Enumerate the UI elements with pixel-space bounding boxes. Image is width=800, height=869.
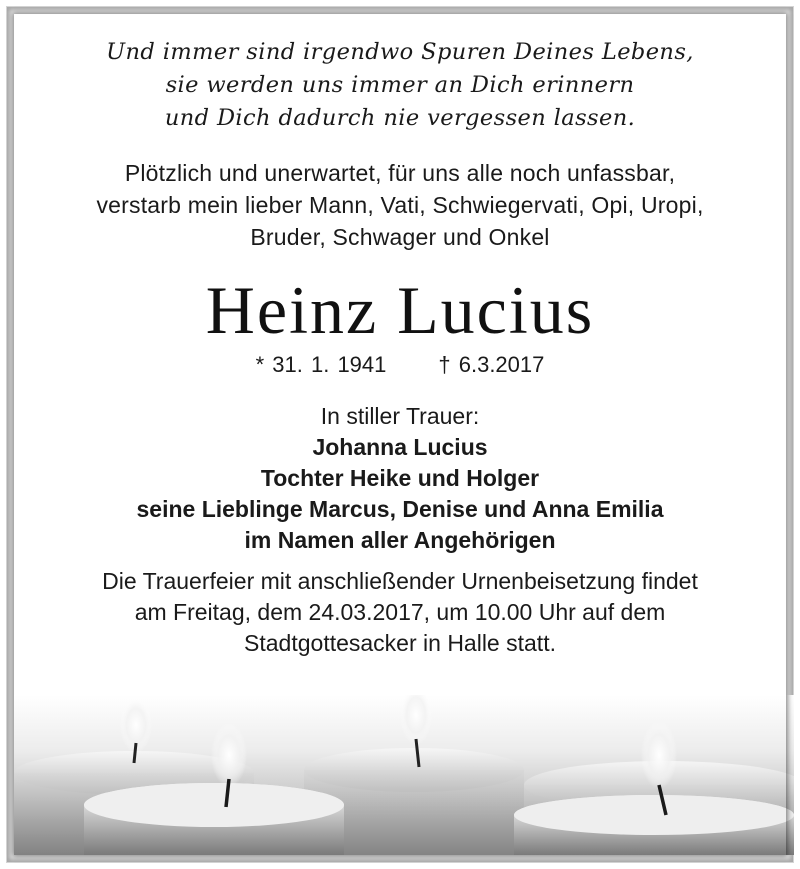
service-line: Die Trauerfeier mit anschließender Urnenbeisetzung findet <box>102 568 698 594</box>
birth-date: * 31. 1. 1941 <box>255 352 387 377</box>
mourners-block <box>26 401 774 556</box>
intro-line: verstarb mein lieber Mann, Vati, Schwiegervati, Opi, Uropi, <box>96 192 704 218</box>
candles-image <box>14 695 798 855</box>
verse-line: Und immer sind irgendwo Spuren Deines Lebens, <box>106 39 694 65</box>
intro-text <box>26 157 774 253</box>
intro-line: Plötzlich und unerwartet, für uns alle noch unfassbar, <box>124 160 676 186</box>
mourner-line: Johanna Lucius <box>312 434 488 460</box>
deceased-name: Heinz Lucius <box>205 272 595 348</box>
life-dates <box>26 349 774 381</box>
verse-line: sie werden uns immer an Dich erinnern <box>165 72 635 98</box>
mourner-line: seine Lieblinge Marcus, Denise und Anna Emilia <box>136 496 664 522</box>
service-line: am Freitag, dem 24.03.2017, um 10.00 Uhr auf dem <box>134 599 666 625</box>
verse <box>26 36 774 135</box>
verse-line: und Dich dadurch nie vergessen lassen. <box>164 105 636 131</box>
mourner-line: Tochter Heike und Holger <box>260 465 540 491</box>
obituary-content <box>26 36 774 659</box>
intro-line: Bruder, Schwager und Onkel <box>250 224 550 250</box>
service-info <box>26 566 774 659</box>
mourner-line: im Namen aller Angehörigen <box>244 527 556 553</box>
service-line: Stadtgottesacker in Halle statt. <box>244 630 556 656</box>
death-date: † 6.3.2017 <box>438 352 545 377</box>
mourning-heading: In stiller Trauer: <box>320 403 480 429</box>
